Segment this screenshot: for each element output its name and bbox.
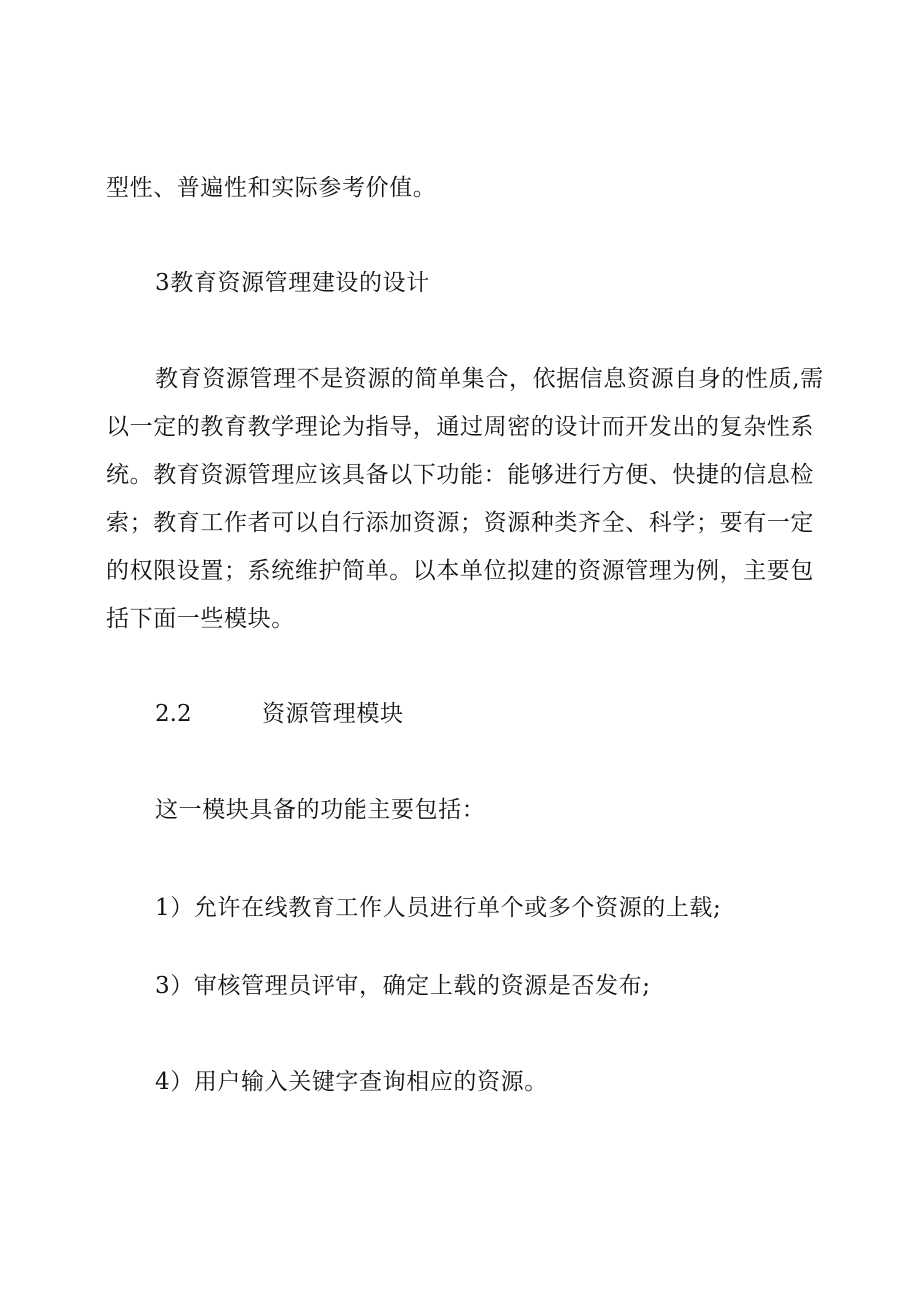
subsection-title: 资源管理模块 — [262, 701, 404, 727]
paragraph-line: 括下面一些模块。 — [106, 606, 295, 632]
list-item: 3）审核管理员评审，确定上载的资源是否发布; — [155, 973, 651, 999]
paragraph-line: 的权限设置；系统维护简单。以本单位拟建的资源管理为例，主要包 — [106, 558, 814, 584]
paragraph-line: 索；教育工作者可以自行添加资源；资源种类齐全、科学；要有一定 — [106, 510, 814, 536]
intro-text: 这一模块具备的功能主要包括： — [155, 797, 486, 823]
paragraph-line: 以一定的教育教学理论为指导，通过周密的设计而开发出的复杂性系 — [106, 414, 814, 440]
paragraph-line: 教育资源管理不是资源的简单集合，依据信息资源自身的性质,需 — [155, 366, 824, 392]
list-item: 1）允许在线教育工作人员进行单个或多个资源的上载; — [155, 895, 722, 921]
list-item: 4）用户输入关键字查询相应的资源。 — [155, 1069, 548, 1095]
subsection-number: 2.2 — [155, 701, 192, 727]
continuation-text: 型性、普遍性和实际参考价值。 — [106, 175, 437, 201]
paragraph-line: 统。教育资源管理应该具备以下功能：能够进行方便、快捷的信息检 — [106, 462, 814, 488]
section-heading: 3教育资源管理建设的设计 — [155, 270, 430, 296]
